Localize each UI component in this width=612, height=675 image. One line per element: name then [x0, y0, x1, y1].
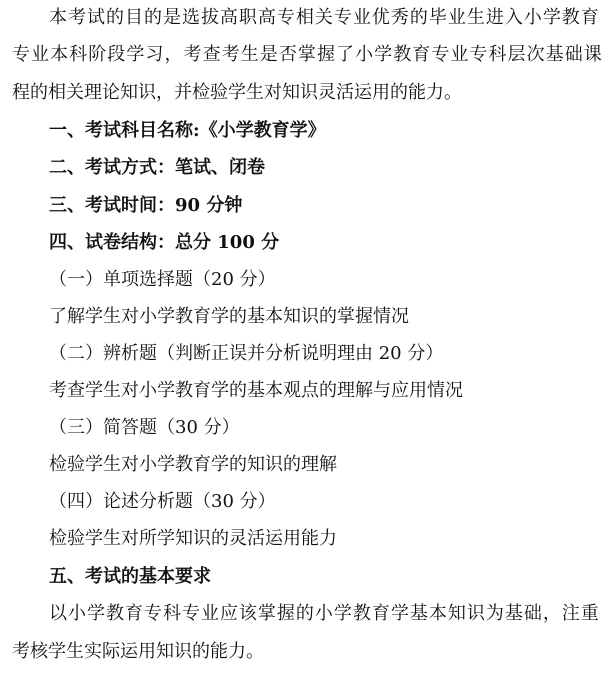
- requirements-heading: 五、考试的基本要求: [49, 566, 211, 587]
- requirements-paragraph-line-1: 以小学教育专科专业应该掌握的小学教育学基本知识为基础，注重: [49, 603, 599, 624]
- part-1-description: 了解学生对小学教育学的基本知识的掌握情况: [49, 306, 409, 327]
- part-3-description: 检验学生对小学教育学的知识的理解: [49, 454, 337, 475]
- part-3-heading: （三）简答题（30 分）: [49, 417, 240, 438]
- section-time-heading: 三、考试时间：90 分钟: [49, 195, 243, 216]
- part-2-heading: （二）辨析题（判断正误并分析说明理由 20 分）: [49, 343, 444, 364]
- part-4-heading: （四）论述分析题（30 分）: [49, 491, 276, 512]
- part-2-description: 考查学生对小学教育学的基本观点的理解与应用情况: [49, 380, 463, 401]
- part-4-description: 检验学生对所学知识的灵活运用能力: [49, 528, 337, 549]
- requirements-paragraph-line-2: 考核学生实际运用知识的能力。: [12, 641, 264, 662]
- part-1-heading: （一）单项选择题（20 分）: [49, 269, 276, 290]
- section-structure-heading: 四、试卷结构：总分 100 分: [49, 232, 280, 253]
- section-subject-heading: 一、考试科目名称:《小学教育学》: [49, 120, 326, 141]
- intro-paragraph-line-3: 程的相关理论知识，并检验学生对知识灵活运用的能力。: [12, 82, 462, 103]
- intro-paragraph-line-1: 本考试的目的是选拔高职高专相关专业优秀的毕业生进入小学教育: [49, 7, 599, 28]
- intro-paragraph-line-2: 专业本科阶段学习，考查考生是否掌握了小学教育专业专科层次基础课: [12, 44, 602, 65]
- section-method-heading: 二、考试方式：笔试、闭卷: [49, 157, 265, 178]
